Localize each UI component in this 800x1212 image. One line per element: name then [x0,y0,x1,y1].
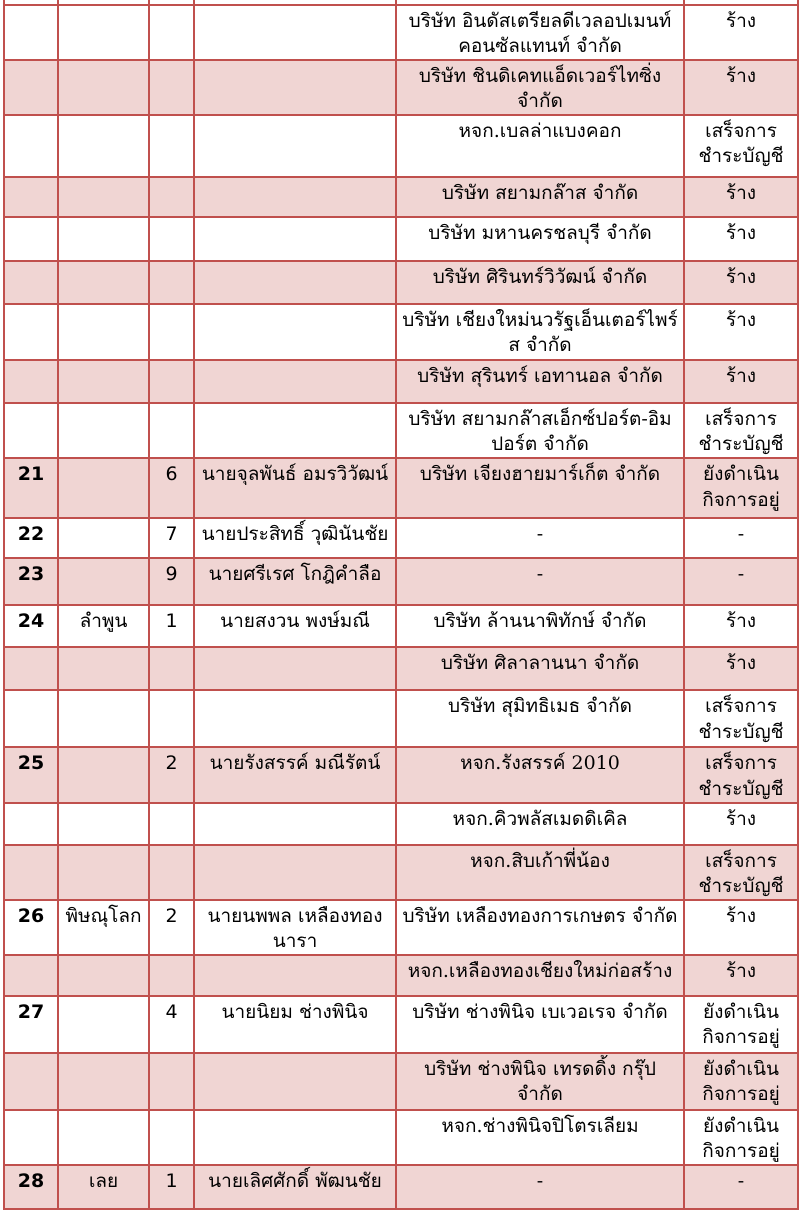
table-row [4,217,798,261]
cell-person [194,304,396,360]
cell-province [58,803,149,845]
cell-status: เสร็จการชำระบัญชี [684,845,798,900]
cell-person: นายรังสรรค์ มณีรัตน์ [194,747,396,802]
cell-no [4,845,58,900]
cell-person [194,5,396,60]
cell-company: หจก.คิวพลัสเมดดิเคิล [396,803,684,845]
cell-province [58,845,149,900]
cell-count [149,647,194,690]
cell-count [149,955,194,996]
cell-count [149,845,194,900]
table-row [4,1110,798,1165]
cell-count [149,60,194,115]
cell-no [4,1110,58,1165]
cell-person [194,403,396,458]
cell-status: ยังดำเนินกิจการอยู่ [684,1053,798,1110]
cell-province [58,177,149,217]
cell-status: ร้าง [684,261,798,304]
cell-company: - [396,518,684,558]
cell-province [58,261,149,304]
cell-province [58,403,149,458]
cell-province [58,60,149,115]
cell-count [149,115,194,177]
cell-count [149,803,194,845]
table-row [4,261,798,304]
cell-province [58,996,149,1053]
cell-count [149,1110,194,1165]
cell-status: ร้าง [684,647,798,690]
cell-no [4,177,58,217]
cell-no: 27 [4,996,58,1053]
table-row [4,747,798,802]
cell-status: ร้าง [684,304,798,360]
cell-status: เสร็จการชำระบัญชี [684,747,798,802]
cell-status: ร้าง [684,360,798,403]
cell-no [4,304,58,360]
cell-status: ยังดำเนินกิจการอยู่ [684,996,798,1053]
cell-count [149,690,194,747]
cell-person [194,177,396,217]
cell-no: 23 [4,558,58,605]
cell-province: เลย [58,1165,149,1209]
cell-person [194,1110,396,1165]
cell-person [194,261,396,304]
cell-count [149,1053,194,1110]
cell-company: บริษัท มหานครชลบุรี จำกัด [396,217,684,261]
cell-count: 2 [149,747,194,802]
cell-province [58,558,149,605]
cell-status: ร้าง [684,803,798,845]
cell-province: ลำพูน [58,605,149,647]
cell-company: บริษัท สุรินทร์ เอทานอล จำกัด [396,360,684,403]
cell-count [149,403,194,458]
cell-province [58,747,149,802]
cell-count: 4 [149,996,194,1053]
cell-province [58,304,149,360]
table-row [4,845,798,900]
cell-person [194,845,396,900]
cell-count: 7 [149,518,194,558]
cell-person: นายนพพล เหลืองทองนารา [194,900,396,955]
cell-status: เสร็จการชำระบัญชี [684,690,798,747]
table-row [4,115,798,177]
cell-status: ร้าง [684,900,798,955]
cell-company: บริษัท สยามกล๊าสเอ็กซ์ปอร์ต-อิมปอร์ต จำกัด [396,403,684,458]
table-row [4,60,798,115]
cell-status: ยังดำเนินกิจการอยู่ [684,1110,798,1165]
cell-no: 26 [4,900,58,955]
cell-company: บริษัท ศิลาลานนา จำกัด [396,647,684,690]
cell-count: 2 [149,900,194,955]
cell-person: นายนิยม ช่างพินิจ [194,996,396,1053]
cell-no [4,647,58,690]
cell-company: หจก.ช่างพินิจปิโตรเลียม [396,1110,684,1165]
cell-count [149,261,194,304]
cell-company: บริษัท ชินดิเคทแอ็ดเวอร์ไทซิ่ง จำกัด [396,60,684,115]
table-row [4,900,798,955]
cell-no [4,115,58,177]
table-row [4,647,798,690]
cell-no [4,403,58,458]
cell-person [194,217,396,261]
cell-status: ยังดำเนินกิจการอยู่ [684,458,798,518]
cell-no: 24 [4,605,58,647]
cell-no [4,803,58,845]
cell-status: เสร็จการชำระบัญชี [684,115,798,177]
cell-company: - [396,558,684,605]
cell-person [194,115,396,177]
table-row [4,518,798,558]
cell-person [194,690,396,747]
cell-no [4,217,58,261]
cell-count: 1 [149,1165,194,1209]
table-row [4,1053,798,1110]
cell-count: 1 [149,605,194,647]
table-row [4,1165,798,1209]
cell-no [4,955,58,996]
cell-status: ร้าง [684,955,798,996]
table-row [4,403,798,458]
cell-company: บริษัท เหลืองทองการเกษตร จำกัด [396,900,684,955]
cell-company: บริษัท อินดัสเตรียลดีเวลอปเมนท์ คอนซัลแทนท์ จำกัด [396,5,684,60]
cell-province: พิษณุโลก [58,900,149,955]
cell-company: บริษัท ช่างพินิจ เทรดดิ้ง กรุ๊ป จำกัด [396,1053,684,1110]
company-status-table [3,0,799,1210]
cell-company: หจก.รังสรรค์ 2010 [396,747,684,802]
cell-count [149,304,194,360]
cell-company: บริษัท สยามกล๊าส จำกัด [396,177,684,217]
cell-company: บริษัท เชียงใหม่นวรัฐเอ็นเตอร์ไพร์ส จำกัด [396,304,684,360]
cell-status: - [684,1165,798,1209]
cell-person: นายศรีเรศ โกฎิคำลือ [194,558,396,605]
cell-company: บริษัท ศิรินทร์วิวัฒน์ จำกัด [396,261,684,304]
cell-status: - [684,518,798,558]
cell-person [194,955,396,996]
table-row [4,177,798,217]
cell-person [194,1053,396,1110]
table-row [4,5,798,60]
table-row [4,360,798,403]
cell-company: บริษัท ช่างพินิจ เบเวอเรจ จำกัด [396,996,684,1053]
cell-no: 21 [4,458,58,518]
table-row [4,558,798,605]
table-row [4,955,798,996]
cell-province [58,360,149,403]
cell-no: 25 [4,747,58,802]
cell-company: บริษัท สุมิทธิเมธ จำกัด [396,690,684,747]
cell-person: นายจุลพันธ์ อมรวิวัฒน์ [194,458,396,518]
cell-person [194,60,396,115]
cell-status: เสร็จการชำระบัญชี [684,403,798,458]
cell-person: นายประสิทธิ์ วุฒินันชัย [194,518,396,558]
cell-count [149,360,194,403]
cell-company: หจก.สิบเก้าพี่น้อง [396,845,684,900]
cell-status: ร้าง [684,605,798,647]
cell-count [149,217,194,261]
cell-province [58,115,149,177]
cell-person [194,803,396,845]
table-row [4,304,798,360]
cell-province [58,518,149,558]
table-row [4,690,798,747]
cell-count [149,5,194,60]
cell-province [58,458,149,518]
cell-person: นายเลิศศักดิ์ พัฒนชัย [194,1165,396,1209]
cell-province [58,955,149,996]
cell-province [58,217,149,261]
cell-status: - [684,558,798,605]
cell-province [58,647,149,690]
cell-company: - [396,1165,684,1209]
cell-no: 28 [4,1165,58,1209]
cell-person: นายสงวน พงษ์มณี [194,605,396,647]
cell-count: 6 [149,458,194,518]
cell-count: 9 [149,558,194,605]
cell-no [4,60,58,115]
cell-company: บริษัท เจียงฮายมาร์เก็ต จำกัด [396,458,684,518]
cell-no [4,690,58,747]
cell-status: ร้าง [684,177,798,217]
cell-no [4,5,58,60]
cell-province [58,690,149,747]
cell-person [194,647,396,690]
cell-status: ร้าง [684,60,798,115]
table-row [4,605,798,647]
cell-no [4,261,58,304]
cell-company: หจก.เหลืองทองเชียงใหม่ก่อสร้าง [396,955,684,996]
cell-no [4,360,58,403]
cell-company: บริษัท ล้านนาพิทักษ์ จำกัด [396,605,684,647]
cell-province [58,1053,149,1110]
table-row [4,458,798,518]
cell-status: ร้าง [684,217,798,261]
cell-province [58,1110,149,1165]
cell-company: หจก.เบลล่าแบงคอก [396,115,684,177]
cell-person [194,360,396,403]
cell-no: 22 [4,518,58,558]
cell-status: ร้าง [684,5,798,60]
cell-province [58,5,149,60]
cell-no [4,1053,58,1110]
table-row [4,803,798,845]
table-row [4,996,798,1053]
cell-count [149,177,194,217]
